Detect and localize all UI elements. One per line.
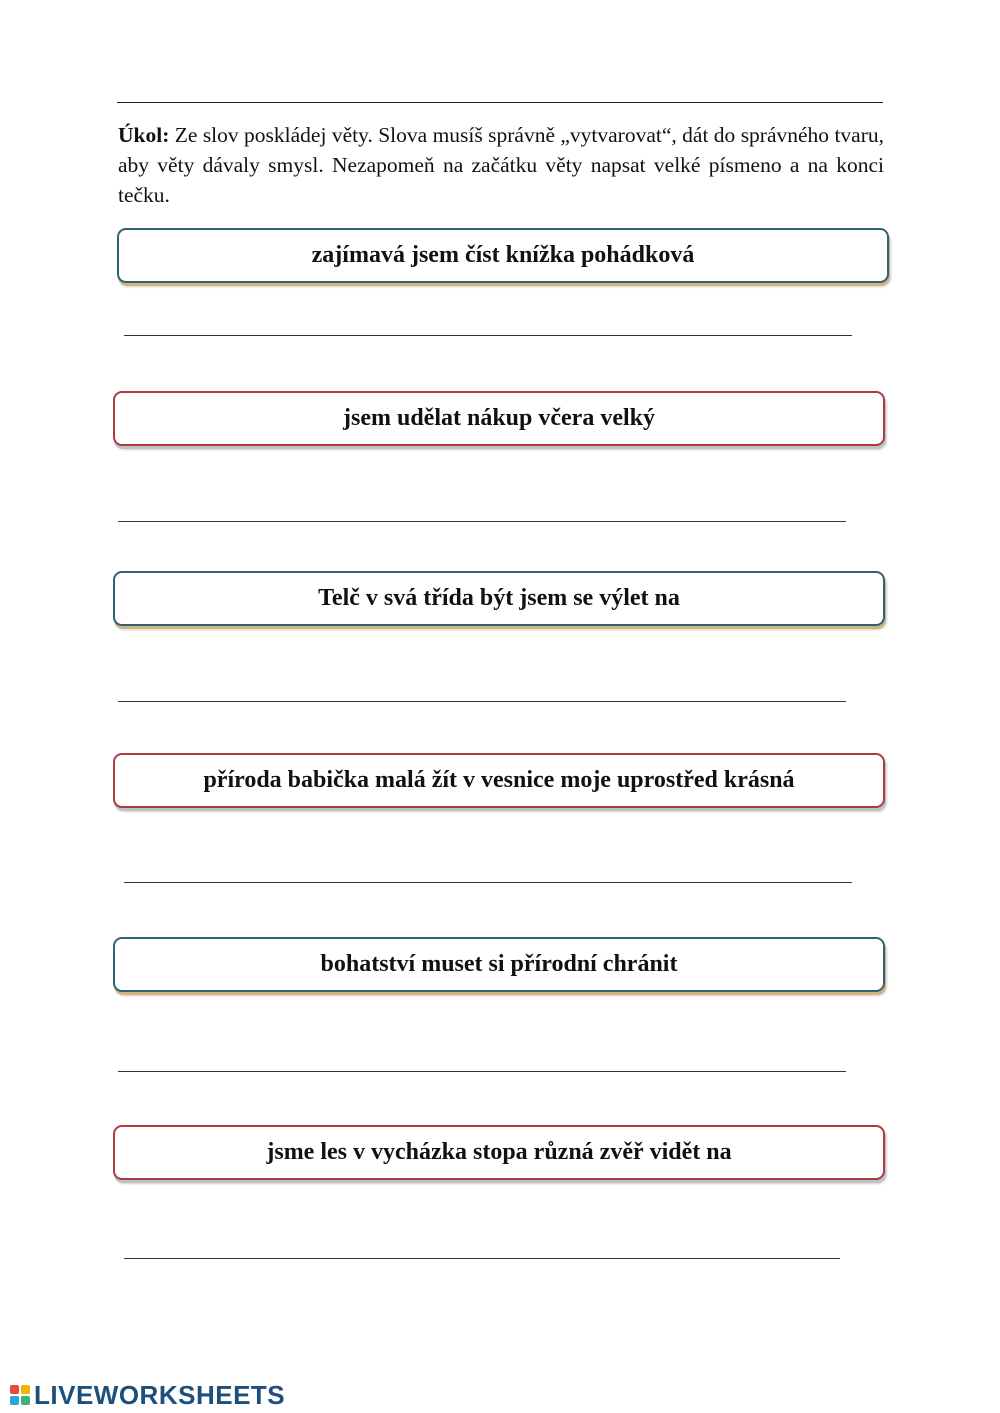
word-box-1-text: zajímavá jsem číst knížka pohádková bbox=[311, 242, 695, 268]
word-box-4 bbox=[113, 753, 885, 808]
word-box-6-text: jsme les v vycházka stopa různá zvěř vidět na bbox=[266, 1139, 732, 1165]
word-box-2 bbox=[113, 391, 885, 446]
instructions bbox=[118, 120, 884, 210]
instructions-text: Ze slov poskládej věty. Slova musíš správně „vytvarovat“, dát do správného tvaru, aby věty dávaly smysl. Nezapomeň na začátku věty napsat velké písmeno a na konci tečku. bbox=[118, 123, 884, 207]
word-box-3 bbox=[113, 571, 885, 626]
word-box-5-text: bohatství muset si přírodní chránit bbox=[320, 951, 678, 977]
word-box-5 bbox=[113, 937, 885, 992]
answer-line-2[interactable] bbox=[118, 521, 846, 522]
logo-text: LIVEWORKSHEETS bbox=[34, 1379, 286, 1410]
answer-line-3[interactable] bbox=[118, 701, 846, 702]
word-box-2-text: jsem udělat nákup včera velký bbox=[343, 405, 655, 431]
word-box-6 bbox=[113, 1125, 885, 1180]
answer-line-6[interactable] bbox=[124, 1258, 840, 1259]
top-rule bbox=[117, 102, 883, 103]
word-box-3-text: Telč v svá třída být jsem se výlet na bbox=[318, 585, 680, 611]
word-box-4-text: příroda babička malá žít v vesnice moje uprostřed krásná bbox=[203, 767, 795, 793]
answer-line-4[interactable] bbox=[124, 882, 852, 883]
logo-blocks-icon bbox=[10, 1385, 30, 1405]
instructions-label: Úkol: bbox=[118, 123, 170, 147]
word-box-1 bbox=[117, 228, 889, 283]
answer-line-1[interactable] bbox=[124, 335, 852, 336]
liveworksheets-logo[interactable] bbox=[10, 1380, 285, 1410]
answer-line-5[interactable] bbox=[118, 1071, 846, 1072]
